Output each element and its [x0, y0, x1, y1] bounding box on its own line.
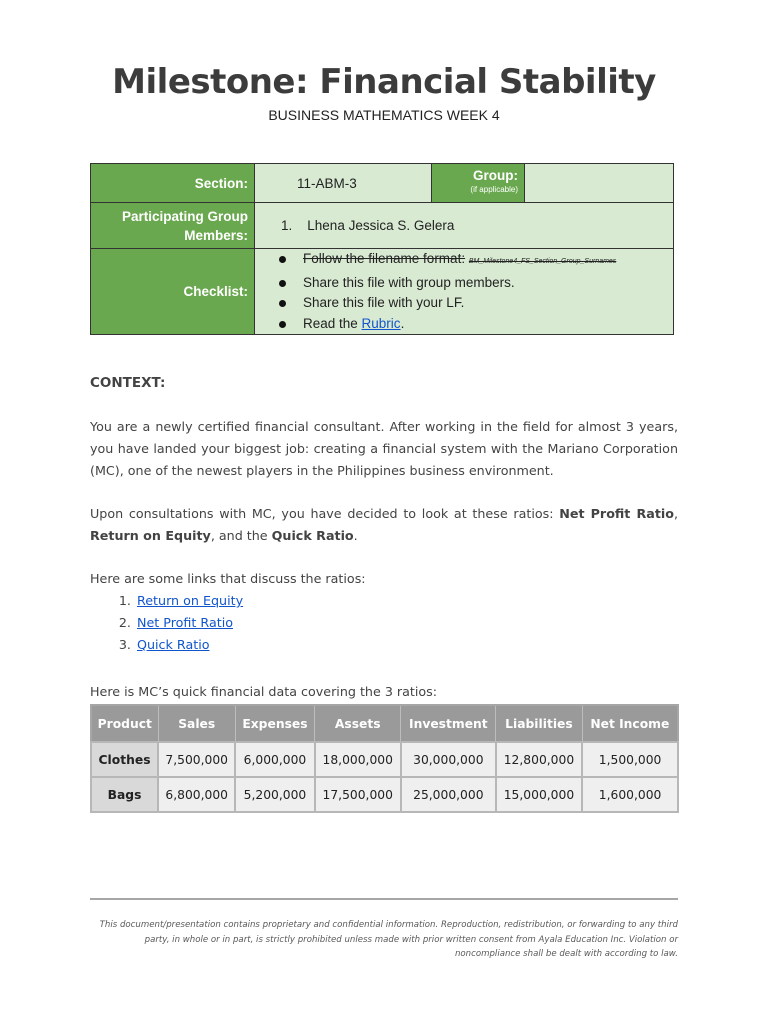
col-header: Expenses: [235, 705, 314, 742]
table-cell: 6,800,000: [158, 777, 235, 812]
page-subtitle: BUSINESS MATHEMATICS WEEK 4: [268, 107, 500, 123]
table-cell: Clothes: [91, 742, 158, 777]
members-label: Participating Group Members:: [91, 203, 255, 249]
group-note: (if applicable): [470, 185, 518, 194]
col-header: Net Income: [582, 705, 678, 742]
footer-divider: [90, 898, 678, 900]
section-label: Section:: [91, 164, 255, 203]
col-header: Investment: [401, 705, 496, 742]
table-cell: 15,000,000: [496, 777, 582, 812]
table-cell: 17,500,000: [315, 777, 401, 812]
checklist: [255, 249, 673, 334]
group-value[interactable]: [525, 164, 674, 203]
links-intro: Here are some links that discuss the ratios:: [90, 571, 366, 586]
info-table: [90, 163, 674, 335]
ratio-net-profit: Net Profit Ratio: [559, 506, 674, 521]
financial-data-table: [90, 704, 679, 813]
table-cell: 25,000,000: [401, 777, 496, 812]
members-value[interactable]: [255, 203, 674, 249]
member-name: Lhena Jessica S. Gelera: [307, 218, 455, 233]
link-return-on-equity[interactable]: Return on Equity: [137, 593, 244, 608]
ratio-quick: Quick Ratio: [271, 528, 354, 543]
context-paragraph-2: Upon consultations with MC, you have decided to look at these ratios: Net Profit Ratio, Return on Equity, and the Quick Ratio.: [90, 506, 678, 543]
checklist-item-filename: Follow the filename format: BM_Milestone4_FS_Section_Group_Surnames: [279, 249, 673, 273]
table-cell: 12,800,000: [496, 742, 582, 777]
checklist-item-rubric: Read the Rubric.: [279, 314, 673, 335]
col-header: Product: [91, 705, 158, 742]
group-label: Group:: [473, 168, 518, 183]
table-cell: 18,000,000: [315, 742, 401, 777]
link-net-profit-ratio[interactable]: Net Profit Ratio: [137, 615, 234, 630]
link-quick-ratio[interactable]: Quick Ratio: [137, 637, 210, 652]
context-heading: CONTEXT:: [90, 375, 166, 391]
context-paragraph-1: You are a newly certified financial consultant. After working in the field for almost 3 years, you have landed your biggest job: creating a financial system with the Mariano Corporation (MC), one of the newest players in the Philippines business environment.: [90, 419, 678, 478]
col-header: Sales: [158, 705, 235, 742]
checklist-item-share-group: Share this file with group members.: [279, 273, 673, 294]
member-number: 1.: [281, 218, 293, 233]
links-list: [90, 590, 678, 656]
table-cell: 5,200,000: [235, 777, 314, 812]
page-title: Milestone: Financial Stability: [112, 62, 656, 102]
table-cell: Bags: [91, 777, 158, 812]
links-section: [90, 568, 678, 656]
table-row: [91, 777, 678, 812]
checklist-value: [255, 249, 674, 335]
table-cell: 30,000,000: [401, 742, 496, 777]
data-intro: Here is MC’s quick financial data covering the 3 ratios:: [90, 684, 438, 699]
section-value[interactable]: 11-ABM-3: [255, 164, 432, 203]
col-header: Liabilities: [496, 705, 582, 742]
group-label-cell: [432, 164, 525, 203]
table-cell: 1,600,000: [582, 777, 678, 812]
table-row: [91, 742, 678, 777]
col-header: Assets: [315, 705, 401, 742]
filename-format: BM_Milestone4_FS_Section_Group_Surnames: [468, 258, 617, 265]
footer-disclaimer: This document/presentation contains proprietary and confidential information. Reproduction, redistribution, or forwarding to any third party, in whole or in part, is strictly prohibited unless made with prior written consent from Ayala Education Inc. Violation or noncompliance shall be dealt with according to law.: [99, 920, 678, 959]
table-cell: 7,500,000: [158, 742, 235, 777]
checklist-label: Checklist:: [91, 249, 255, 335]
checklist-item-share-lf: Share this file with your LF.: [279, 293, 673, 314]
ratio-roe: Return on Equity: [90, 528, 211, 543]
rubric-link[interactable]: Rubric: [361, 315, 401, 331]
table-cell: 6,000,000: [235, 742, 314, 777]
table-cell: 1,500,000: [582, 742, 678, 777]
